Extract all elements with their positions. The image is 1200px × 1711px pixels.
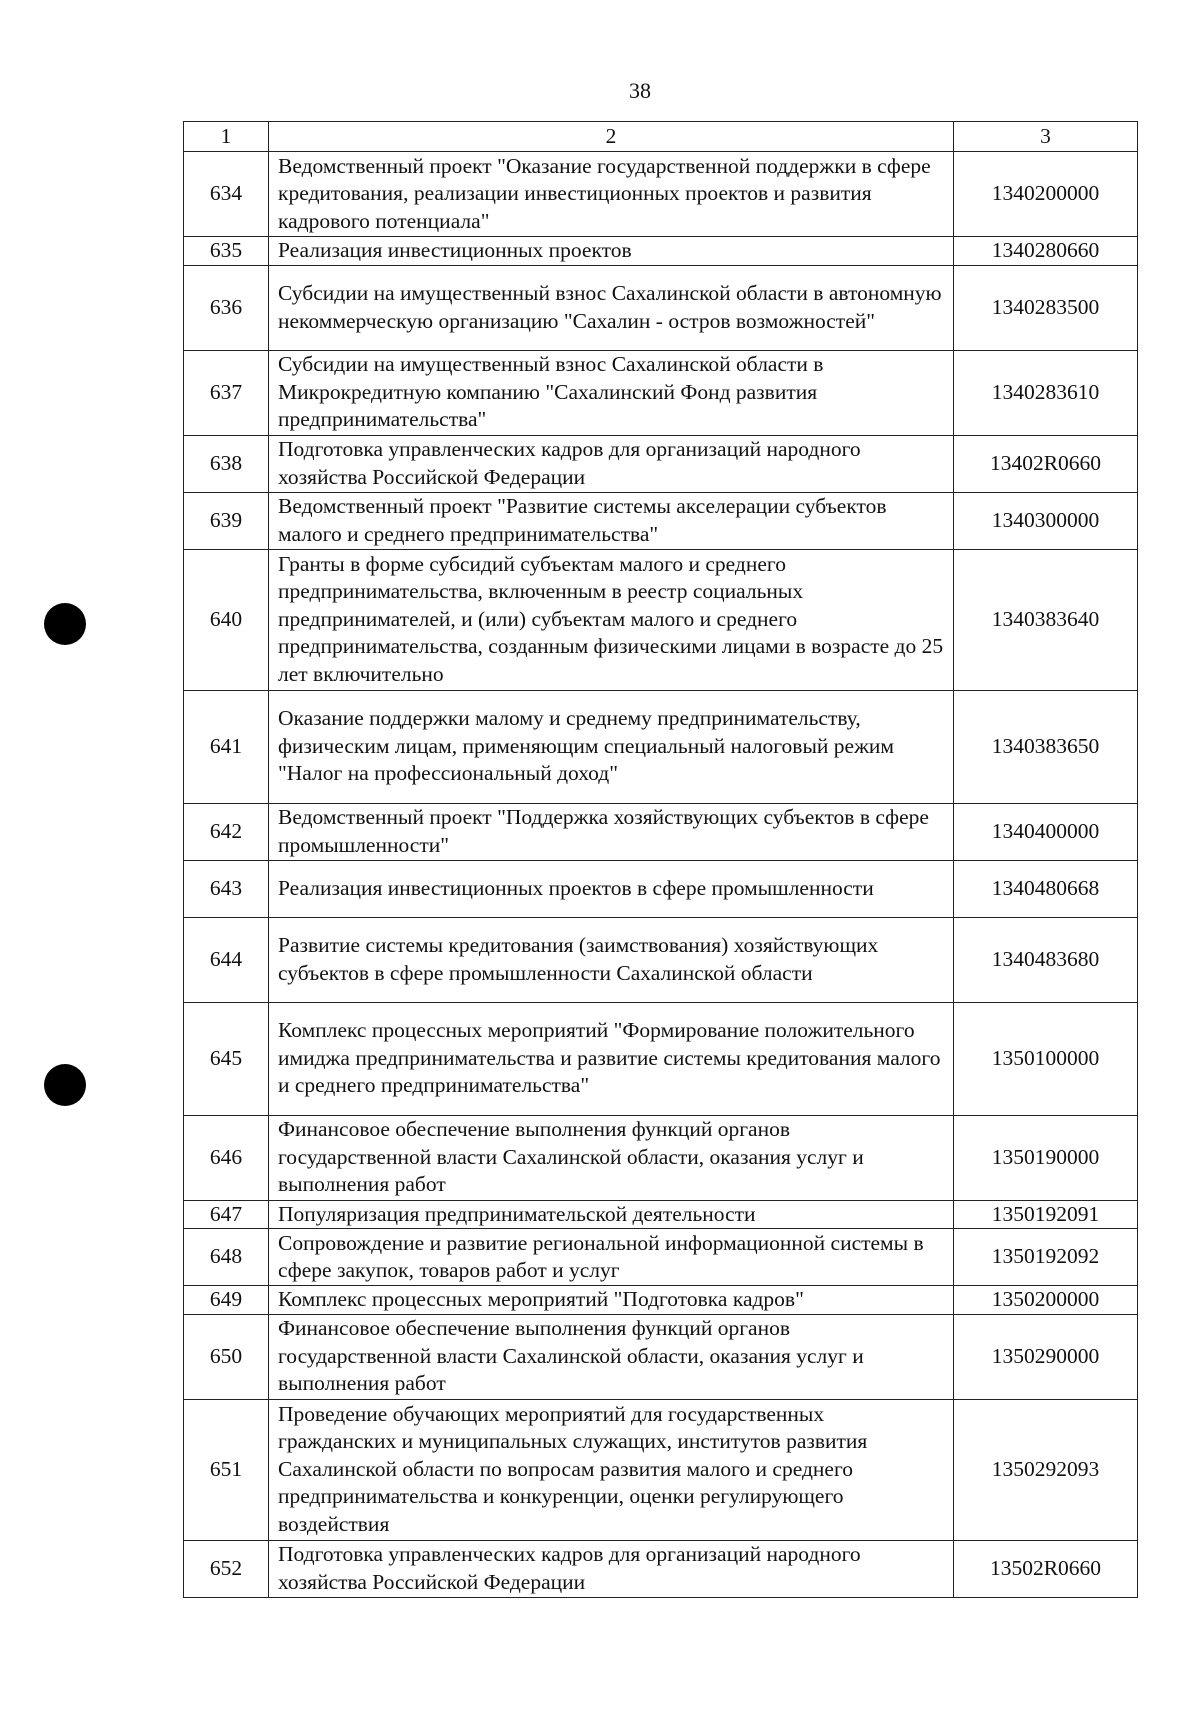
row-code-cell: 1340200000 [954, 152, 1138, 237]
row-number-cell: 641 [184, 690, 269, 803]
row-code-cell: 1340280660 [954, 237, 1138, 266]
row-number-cell: 640 [184, 549, 269, 690]
row-name-cell: Гранты в форме субсидий субъектам малого и среднего предпринимательства, включенным в реестр социальных предпринимателей, и (или) субъектам малого и среднего предпринимательства, созданным физическими лицами в возрасте до 25 лет включительно [269, 549, 954, 690]
table-row [184, 265, 1138, 350]
binder-hole [44, 1064, 86, 1106]
row-code-cell: 1350190000 [954, 1115, 1138, 1200]
row-name-cell: Финансовое обеспечение выполнения функций органов государственной власти Сахалинской области, оказания услуг и выполнения работ [269, 1314, 954, 1399]
budget-classification-table [183, 121, 1138, 1598]
row-name-cell: Реализация инвестиционных проектов [269, 237, 954, 266]
row-number-cell: 634 [184, 152, 269, 237]
table-row [184, 1399, 1138, 1540]
row-name-cell: Оказание поддержки малому и среднему предпринимательству, физическим лицам, применяющим специальный налоговый режим "Налог на профессиональный доход" [269, 690, 954, 803]
row-number-cell: 644 [184, 917, 269, 1002]
table-row [184, 1229, 1138, 1286]
table-row [184, 492, 1138, 549]
table-row [184, 803, 1138, 860]
row-name-cell: Развитие системы кредитования (заимствования) хозяйствующих субъектов в сфере промышленности Сахалинской области [269, 917, 954, 1002]
table-row [184, 917, 1138, 1002]
table-row [184, 860, 1138, 917]
row-name-cell: Подготовка управленческих кадров для организаций народного хозяйства Российской Федерации [269, 1540, 954, 1597]
row-number-cell: 637 [184, 350, 269, 435]
row-code-cell: 1340480668 [954, 860, 1138, 917]
row-name-cell: Субсидии на имущественный взнос Сахалинской области в автономную некоммерческую организацию "Сахалин - остров возможностей" [269, 265, 954, 350]
row-number-cell: 649 [184, 1286, 269, 1315]
row-name-cell: Ведомственный проект "Развитие системы акселерации субъектов малого и среднего предпринимательства" [269, 492, 954, 549]
column-header-code: 3 [954, 122, 1138, 152]
row-code-cell: 1350200000 [954, 1286, 1138, 1315]
table-row [184, 1200, 1138, 1229]
row-number-cell: 646 [184, 1115, 269, 1200]
table-row [184, 549, 1138, 690]
row-code-cell: 1340300000 [954, 492, 1138, 549]
page-number: 38 [629, 78, 651, 103]
row-number-cell: 642 [184, 803, 269, 860]
row-name-cell: Финансовое обеспечение выполнения функций органов государственной власти Сахалинской области, оказания услуг и выполнения работ [269, 1115, 954, 1200]
row-name-cell: Подготовка управленческих кадров для организаций народного хозяйства Российской Федерации [269, 435, 954, 492]
row-number-cell: 639 [184, 492, 269, 549]
row-name-cell: Реализация инвестиционных проектов в сфере промышленности [269, 860, 954, 917]
binder-hole [44, 603, 86, 645]
table-row [184, 237, 1138, 266]
row-code-cell: 1340283610 [954, 350, 1138, 435]
column-header-number: 1 [184, 122, 269, 152]
row-number-cell: 647 [184, 1200, 269, 1229]
row-code-cell: 1340383650 [954, 690, 1138, 803]
row-number-cell: 643 [184, 860, 269, 917]
row-name-cell: Сопровождение и развитие региональной информационной системы в сфере закупок, товаров работ и услуг [269, 1229, 954, 1286]
column-header-name: 2 [269, 122, 954, 152]
row-name-cell: Комплекс процессных мероприятий "Подготовка кадров" [269, 1286, 954, 1315]
row-number-cell: 651 [184, 1399, 269, 1540]
row-code-cell: 1350100000 [954, 1002, 1138, 1115]
table-row [184, 435, 1138, 492]
row-code-cell: 1340400000 [954, 803, 1138, 860]
row-code-cell: 1350192091 [954, 1200, 1138, 1229]
row-name-cell: Популяризация предпринимательской деятельности [269, 1200, 954, 1229]
row-code-cell: 1350290000 [954, 1314, 1138, 1399]
row-name-cell: Комплекс процессных мероприятий "Формирование положительного имиджа предпринимательства и развитие системы кредитования малого и среднего предпринимательства" [269, 1002, 954, 1115]
row-code-cell: 1350192092 [954, 1229, 1138, 1286]
row-name-cell: Субсидии на имущественный взнос Сахалинской области в Микрокредитную компанию "Сахалинский Фонд развития предпринимательства" [269, 350, 954, 435]
row-name-cell: Ведомственный проект "Оказание государственной поддержки в сфере кредитования, реализации инвестиционных проектов и развития кадрового потенциала" [269, 152, 954, 237]
row-number-cell: 638 [184, 435, 269, 492]
table-row [184, 1115, 1138, 1200]
row-name-cell: Ведомственный проект "Поддержка хозяйствующих субъектов в сфере промышленности" [269, 803, 954, 860]
row-number-cell: 645 [184, 1002, 269, 1115]
table-row [184, 690, 1138, 803]
table-header-row [184, 122, 1138, 152]
row-code-cell: 1350292093 [954, 1399, 1138, 1540]
row-code-cell: 1340383640 [954, 549, 1138, 690]
row-code-cell: 1340283500 [954, 265, 1138, 350]
table-row [184, 152, 1138, 237]
table-row [184, 1540, 1138, 1597]
row-number-cell: 652 [184, 1540, 269, 1597]
table-row [184, 1314, 1138, 1399]
row-number-cell: 650 [184, 1314, 269, 1399]
row-code-cell: 13402R0660 [954, 435, 1138, 492]
row-number-cell: 648 [184, 1229, 269, 1286]
table-row [184, 1286, 1138, 1315]
table-row [184, 350, 1138, 435]
row-name-cell: Проведение обучающих мероприятий для государственных гражданских и муниципальных служащих, институтов развития Сахалинской области по вопросам развития малого и среднего предпринимательства и конкуренции, оценки регулирующего воздействия [269, 1399, 954, 1540]
row-code-cell: 13502R0660 [954, 1540, 1138, 1597]
row-number-cell: 636 [184, 265, 269, 350]
row-number-cell: 635 [184, 237, 269, 266]
table-row [184, 1002, 1138, 1115]
row-code-cell: 1340483680 [954, 917, 1138, 1002]
